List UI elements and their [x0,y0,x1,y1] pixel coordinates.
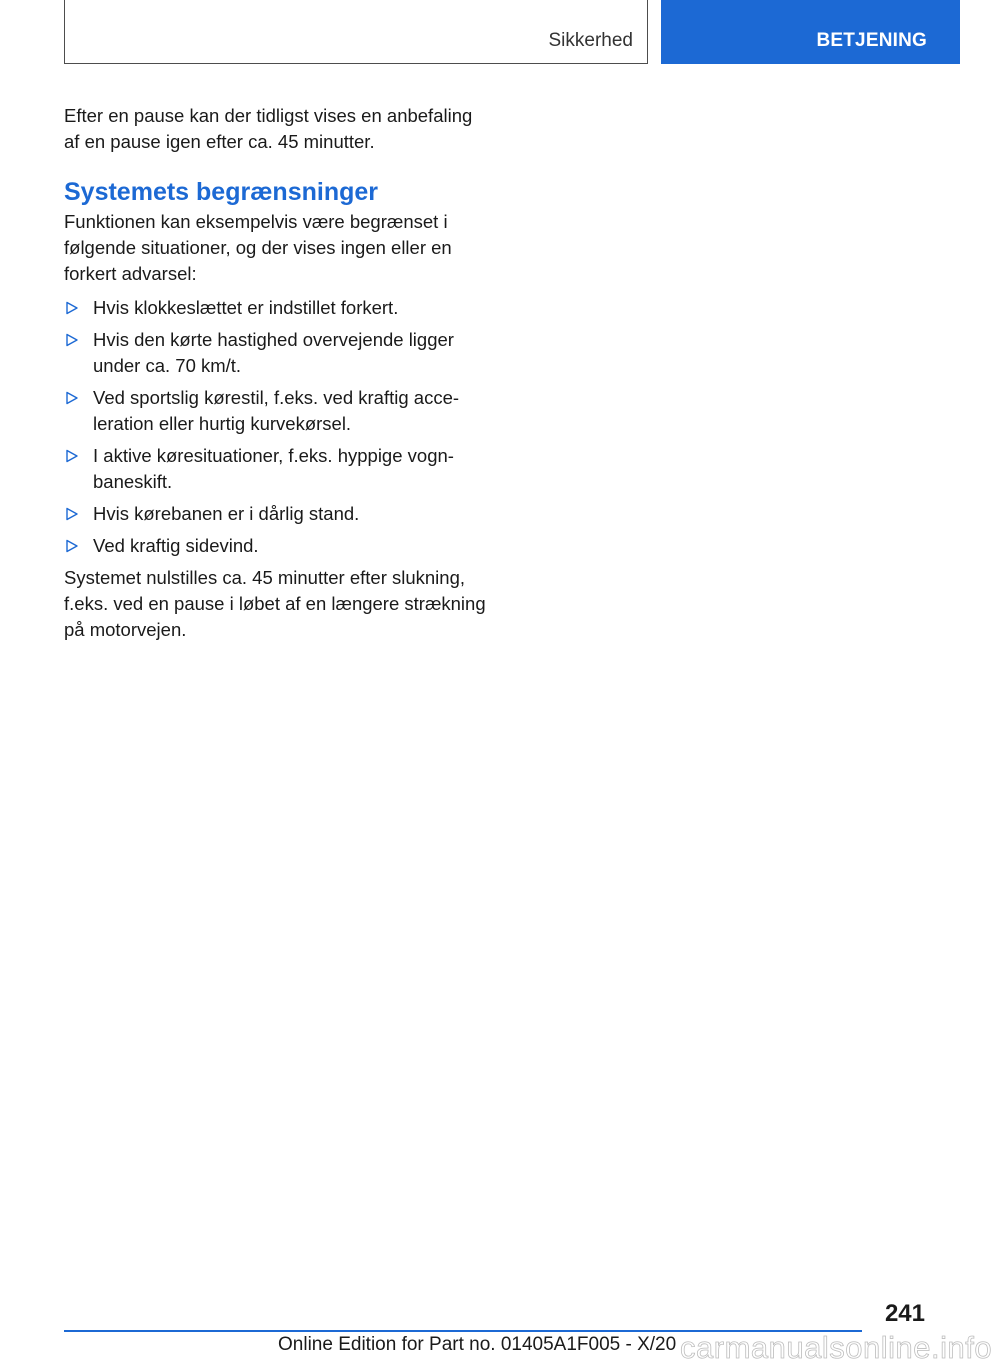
list-item-text: Hvis klokkeslættet er indstillet forkert. [93,297,399,318]
closing-paragraph: Systemet nulstilles ca. 45 minutter efter slukning, f.eks. ved en pause i løbet af en længere strækning på motorvejen. [64,567,486,640]
list-item-text: Ved kraftig sidevind. [93,535,259,556]
list-item-text: Hvis kørebanen er i dårlig stand. [93,503,360,524]
list-item [64,533,488,559]
list-item-text: I aktive køresituationer, f.eks. hyppige vognbaneskift. [93,445,454,492]
triangle-bullet-icon [65,327,79,353]
list-item-text: Ved sportslig kørestil, f.eks. ved kraftig acceleration eller hurtig kurvekørsel. [93,387,460,434]
section-title: Sikkerhed [548,30,633,51]
section-heading: Systemets begrænsninger [64,178,378,206]
page-number: 241 [884,1300,925,1327]
triangle-bullet-icon [65,501,79,527]
chapter-tab [661,0,960,64]
triangle-bullet-icon [65,443,79,469]
chapter-tab-label: BETJENING [816,30,927,51]
triangle-bullet-icon [65,385,79,411]
intro-paragraph: Efter en pause kan der tidligst vises en anbefaling af en pause igen efter ca. 45 minutter. [64,105,473,152]
list-item [64,385,488,437]
limitations-list [64,295,488,559]
watermark-text: carmanualsonline.info [680,1330,992,1365]
header-section-box [64,0,648,64]
triangle-bullet-icon [65,533,79,559]
lead-paragraph: Funktionen kan eksempelvis være begrænset i følgende situationer, og der vises ingen eller en forkert advarsel: [64,211,452,284]
list-item-text: Hvis den kørte hastighed overvejende ligger under ca. 70 km/t. [93,329,454,376]
page-content [64,103,488,643]
list-item [64,295,488,321]
footer-edition-text: Online Edition for Part no. 01405A1F005 - X/20 [278,1334,677,1355]
list-item [64,327,488,379]
triangle-bullet-icon [65,295,79,321]
list-item [64,443,488,495]
list-item [64,501,488,527]
